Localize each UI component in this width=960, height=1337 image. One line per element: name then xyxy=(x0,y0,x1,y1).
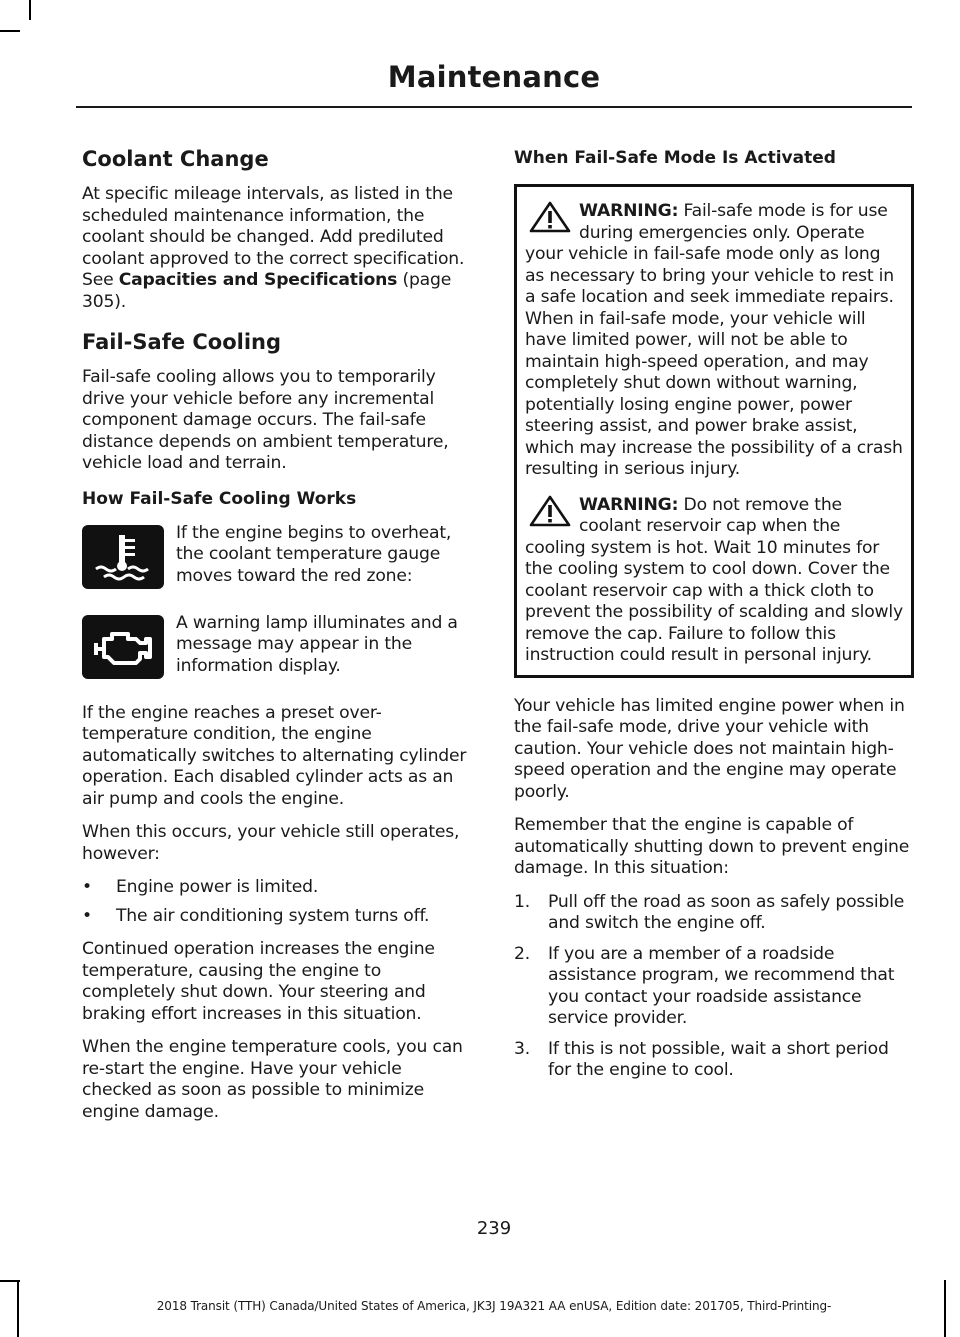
warning-reservoir-cap: WARNING: Do not remove the coolant reservoir cap when the cooling system is hot. Wait 10 minutes for the cooling system to cool down. Cover the coolant reservoir cap with a thick cloth to prevent the possibility of scalding and slowly remove the cap. Failure to follow this instruction could result in personal injury. xyxy=(525,494,903,665)
page-number: 239 xyxy=(476,1218,512,1239)
page-title: Maintenance xyxy=(387,60,601,94)
how-fail-safe-heading: How Fail-Safe Cooling Works xyxy=(82,488,357,509)
right-column xyxy=(514,146,914,1091)
footer-text: 2018 Transit (TTH) Canada/United States of America, JK3J 19A321 AA enUSA, Edition date: 201705, Third-Printing- xyxy=(156,1299,832,1313)
left-column xyxy=(82,146,476,1135)
capacities-link[interactable]: Capacities and Specifications xyxy=(118,270,398,290)
check-engine-text: A warning lamp illuminates and a message may appear in the information display. xyxy=(176,612,458,676)
warning-label: WARNING: xyxy=(579,201,679,221)
continued-operation-text: Continued operation increases the engine temperature, causing the engine to completely shut down. Your steering and braking effort increases in this situation. xyxy=(82,939,435,1024)
fail-safe-cooling-text: Fail-safe cooling allows you to temporarily drive your vehicle before any incremental component damage occurs. The fail-safe distance depends on ambient temperature, vehicle load and terrain. xyxy=(82,367,449,473)
list-item: • Engine power is limited. xyxy=(82,877,476,899)
limited-power-text: Your vehicle has limited engine power when in the fail-safe mode, drive your vehicle with caution. Your vehicle does not maintain high-speed operation and the engine may operate poorly. xyxy=(514,695,905,802)
coolant-change-text: At specific mileage intervals, as listed in the scheduled maintenance information, the coolant should be changed. Add prediluted coolant approved to the correct specification. See Capacities and Specifications (page 305). xyxy=(82,184,465,312)
coolant-change-heading: Coolant Change xyxy=(82,147,269,171)
check-engine-icon xyxy=(82,615,164,679)
shutdown-text: Remember that the engine is capable of automatically shutting down to prevent engine damage. In this situation: xyxy=(514,815,910,878)
steps-list xyxy=(514,892,914,1082)
crop-mark xyxy=(29,0,31,20)
crop-mark xyxy=(0,30,20,32)
fail-safe-activated-heading: When Fail-Safe Mode Is Activated xyxy=(514,148,836,168)
still-operates-text: When this occurs, your vehicle still operates, however: xyxy=(82,822,460,864)
coolant-temperature-icon xyxy=(82,525,164,589)
fail-safe-cooling-heading: Fail-Safe Cooling xyxy=(82,330,282,354)
warning-triangle-icon xyxy=(523,201,577,233)
warning-fail-safe: WARNING: Fail-safe mode is for use during emergencies only. Operate your vehicle in fail-safe mode only as long as necessary to bring your vehicle to rest in a safe location and seek immediate repairs. When in fail-safe mode, your vehicle will have limited power, will not be able to maintain high-speed operation, and may completely shut down without warning, potentially losing engine power, power steering assist, and power brake assist, which may increase the possibility of a crash resulting in serious injury. xyxy=(525,201,903,479)
check-engine-row xyxy=(82,613,476,699)
over-temperature-text: If the engine reaches a preset over-temperature condition, the engine automatically switches to alternating cylinder operation. Each disabled cylinder acts as an air pump and cools the engine. xyxy=(82,702,467,809)
list-item: 1. Pull off the road as soon as safely possible and switch the engine off. xyxy=(514,891,905,933)
header-divider xyxy=(76,106,912,108)
coolant-temp-row xyxy=(82,523,476,609)
engine-cools-text: When the engine temperature cools, you can re-start the engine. Have your vehicle checked as soon as possible to minimize engine damage. xyxy=(82,1037,463,1122)
coolant-temp-text: If the engine begins to overheat, the coolant temperature gauge moves toward the red zone: xyxy=(176,522,452,586)
list-item: 3. If this is not possible, wait a short period for the engine to cool. xyxy=(514,1038,889,1080)
warning-triangle-icon xyxy=(523,495,577,527)
limitations-list xyxy=(82,877,476,927)
warning-box xyxy=(514,184,914,678)
list-item: • The air conditioning system turns off. xyxy=(82,906,476,928)
list-item: 2. If you are a member of a roadside assistance program, we recommend that you contact your roadside assistance service provider. xyxy=(514,943,895,1028)
warning-label: WARNING: xyxy=(579,494,679,515)
